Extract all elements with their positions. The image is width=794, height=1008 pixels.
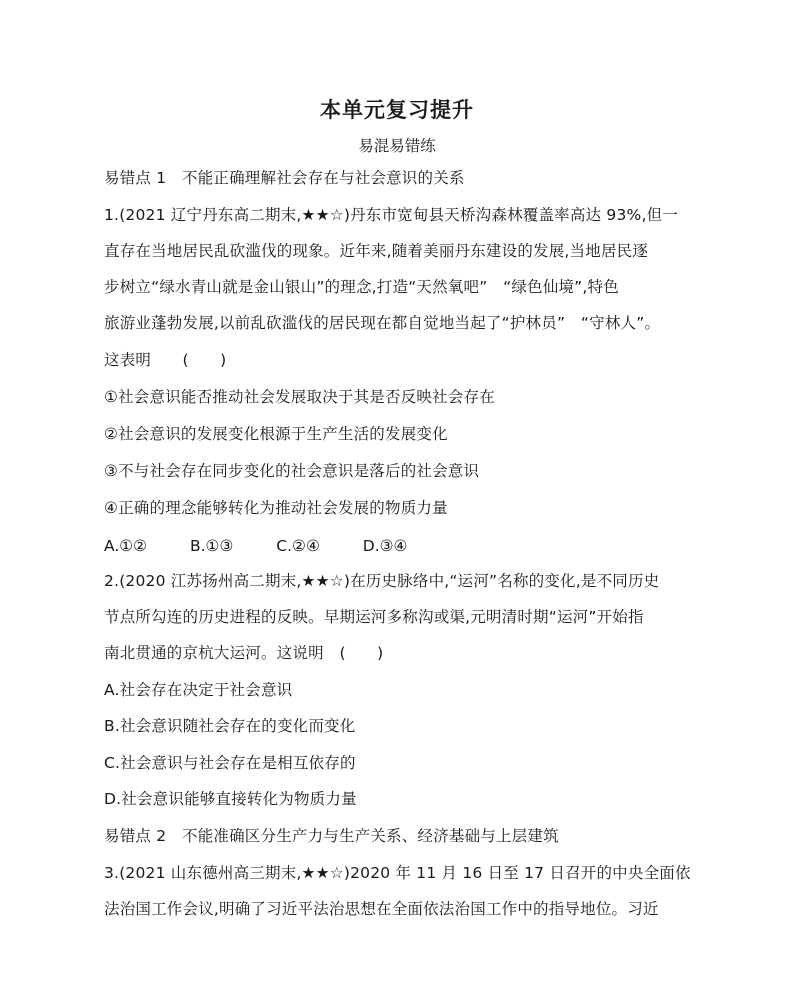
section-heading-2: 易错点 2 不能准确区分生产力与生产关系、经济基础与上层建筑 [104,827,559,845]
q1-statement-2: ②社会意识的发展变化根源于生产生活的发展变化 [104,425,448,443]
q1-options [104,536,445,556]
q1-option-b: B.①③ [190,537,234,555]
q1-line-2: 直存在当地居民乱砍滥伐的现象。近年来,随着美丽丹东建设的发展,当地居民逐 [104,242,649,260]
q1-statement-3: ③不与社会存在同步变化的社会意识是落后的社会意识 [104,462,480,480]
q1-option-d: D.③④ [362,537,408,555]
page-title: 本单元复习提升 [320,98,474,122]
q1-option-c: C.②④ [276,537,320,555]
q3-line-2: 法治国工作会议,明确了习近平法治思想在全面依法治国工作中的指导地位。习近 [104,900,659,918]
q2-option-b: B.社会意识随社会存在的变化而变化 [104,717,356,735]
q2-line-1: 2.(2020 江苏扬州高二期末,★★☆)在历史脉络中,“运河”名称的变化,是不同历史 [104,572,660,590]
q1-line-4: 旅游业蓬勃发展,以前乱砍滥伐的居民现在都自觉地当起了“护林员” “守林人”。 [104,314,661,332]
q1-line-1: 1.(2021 辽宁丹东高二期末,★★☆)丹东市宽甸县天桥沟森林覆盖率高达 93%,但一 [104,206,678,224]
q2-line-3: 南北贯通的京杭大运河。这说明 ( ) [104,644,384,662]
q1-line-3: 步树立“绿水青山就是金山银山”的理念,打造“天然氧吧” “绿色仙境”,特色 [104,278,619,296]
q2-line-2: 节点所勾连的历史进程的反映。早期运河多称沟或渠,元明清时期“运河”开始指 [104,608,644,626]
q2-option-d: D.社会意识能够直接转化为物质力量 [104,790,357,808]
q2-option-a: A.社会存在决定于社会意识 [104,681,293,699]
q2-option-c: C.社会意识与社会存在是相互依存的 [104,754,356,772]
q1-statement-4: ④正确的理念能够转化为推动社会发展的物质力量 [104,499,448,517]
q3-line-1: 3.(2021 山东德州高三期末,★★☆)2020 年 11 月 16 日至 17 日召开的中央全面依 [104,864,691,882]
q1-option-a: A.①② [104,537,148,555]
page-subtitle: 易混易错练 [358,137,436,155]
section-heading-1: 易错点 1 不能正确理解社会存在与社会意识的关系 [104,169,465,187]
q1-line-5: 这表明 ( ) [104,351,227,369]
q1-statement-1: ①社会意识能否推动社会发展取决于其是否反映社会存在 [104,388,495,406]
